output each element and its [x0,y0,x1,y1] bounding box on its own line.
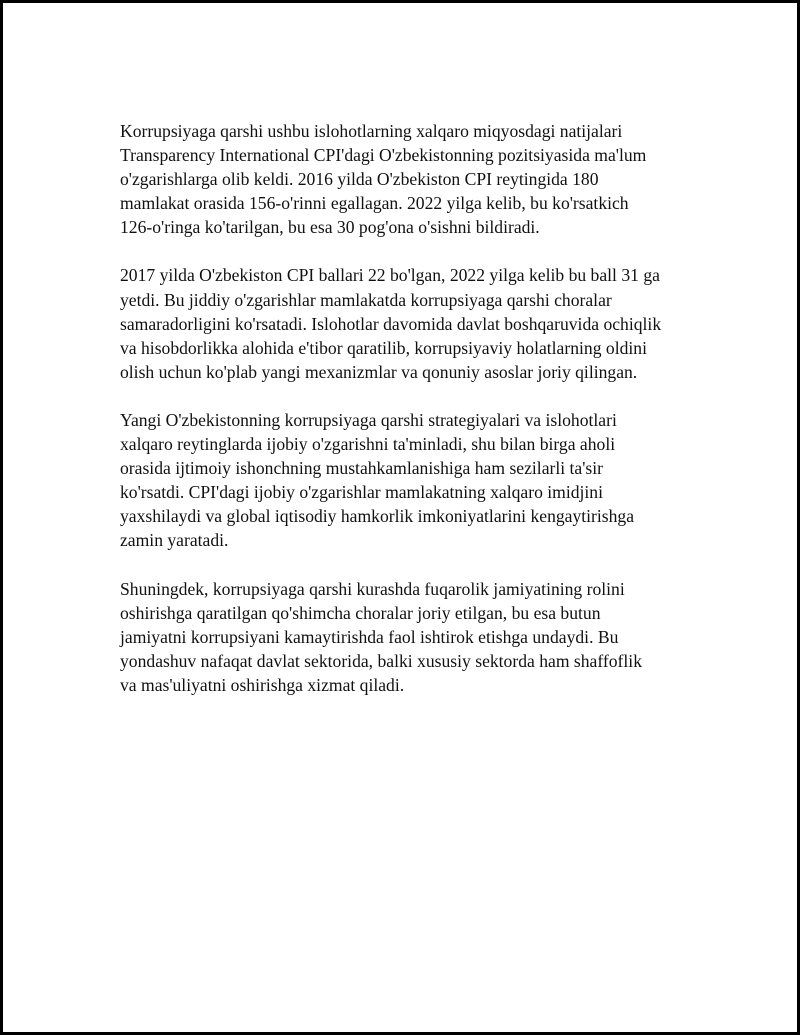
paragraph-line: Transparency International CPI'dagi O'zbekistonning pozitsiyasida ma'lum [120,145,647,166]
paragraph-line: zamin yaratadi. [120,530,229,551]
paragraph-cpi-score [120,263,700,383]
paragraph-cpi-ranking [120,119,700,239]
paragraph-line: Korrupsiyaga qarshi ushbu islohotlarning xalqaro miqyosdagi natijalari [120,121,623,141]
paragraph-line: 2017 yilda O'zbekiston CPI ballari 22 bo'lgan, 2022 yilga kelib bu ball 31 ga [120,265,660,286]
paragraph-line: oshirishga qaratilgan qo'shimcha choralar joriy etilgan, bu esa butun [120,602,601,623]
paragraph-line: jamiyatni korrupsiyani kamaytirishda faol ishtirok etishga undaydi. Bu [120,626,619,647]
paragraph-line: mamlakat orasida 156-o'rinni egallagan. 2022 yilga kelib, bu ko'rsatkich [120,193,629,214]
paragraph-line: yondashuv nafaqat davlat sektorida, balki xususiy sektorda ham shaffoflik [120,650,642,671]
paragraph-line: yaxshilaydi va global iqtisodiy hamkorlik imkoniyatlarini kengaytirishga [120,506,635,527]
paragraph-line: va hisobdorlikka alohida e'tibor qaratilib, korrupsiyaviy holatlarning oldini [120,337,647,358]
paragraph-line: xalqaro reytinglarda ijobiy o'zgarishni ta'minladi, shu bilan birga aholi [120,434,616,455]
paragraph-line: orasida ijtimoiy ishonchning mustahkamlanishiga ham sezilarli ta'sir [120,458,603,479]
document-body [120,119,700,721]
paragraph-strategies [120,408,700,553]
paragraph-line: 126-o'ringa ko'tarilgan, bu esa 30 pog'ona o'sishni bildiradi. [120,217,540,238]
paragraph-line: Yangi O'zbekistonning korrupsiyaga qarshi strategiyalari va islohotlari [120,409,617,430]
paragraph-line: yetdi. Bu jiddiy o'zgarishlar mamlakatda korrupsiyaga qarshi choralar [120,289,612,310]
paragraph-line: o'zgarishlarga olib keldi. 2016 yilda O'zbekiston CPI reytingida 180 [120,169,599,190]
paragraph-line: ko'rsatdi. CPI'dagi ijobiy o'zgarishlar mamlakatning xalqaro imidjini [120,482,603,503]
paragraph-line: samaradorligini ko'rsatadi. Islohotlar davomida davlat boshqaruvida ochiqlik [120,313,662,334]
paragraph-line: olish uchun ko'plab yangi mexanizmlar va qonuniy asoslar joriy qilingan. [120,361,638,382]
paragraph-line: va mas'uliyatni oshirishga xizmat qiladi. [120,674,405,695]
paragraph-civil-society [120,577,700,697]
paragraph-line: Shuningdek, korrupsiyaga qarshi kurashda fuqarolik jamiyatining rolini [120,578,625,599]
